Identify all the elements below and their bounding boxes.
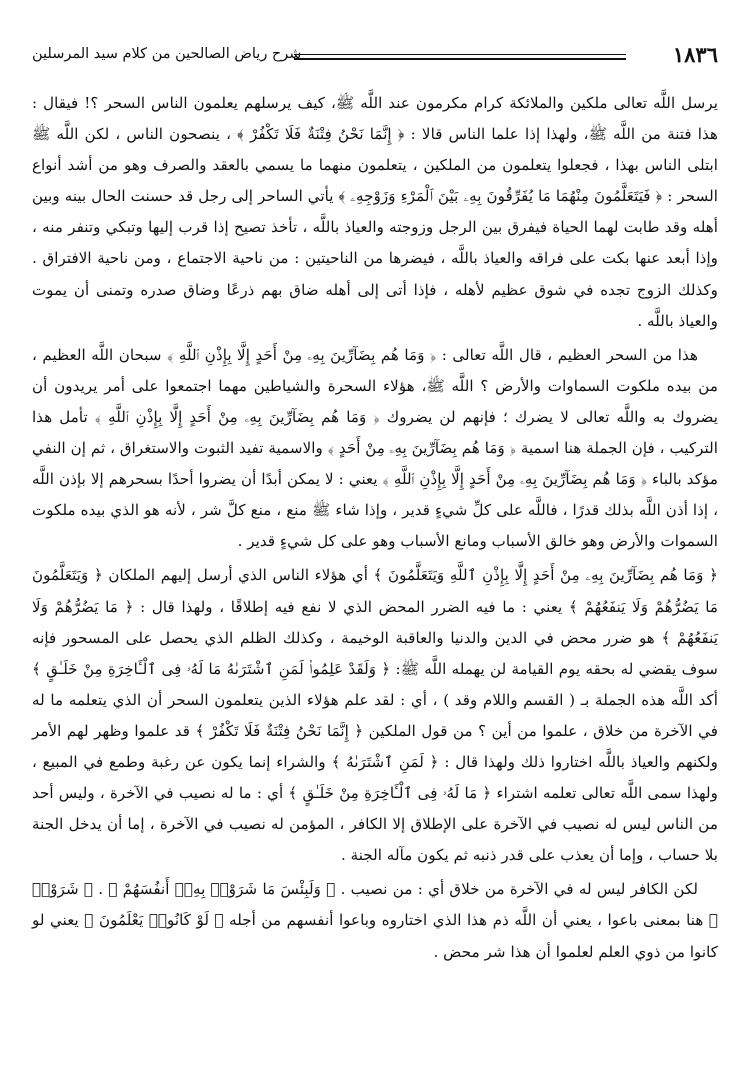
paragraph-1: يرسل اللَّه تعالى ملكين والملائكة كرام مكرمون عند اللَّه ﷺ، كيف يرسلهم يعلمون الناس السحر ؟! فيقال : هذا فتنة من اللَّه ﷺ، ولهذا إذا علما الناس قالا : ﴿ إِنَّمَا نَحْنُ فِتْنَةٌ فَلَا تَكْفُرْ ﴾ ، ينصحون الناس ، لكن اللَّه ﷺ ابتلى الناس بهذا ، فجعلوا يتعلمون من الملكين ، يتعلمون منهما ما يسمي بالعقد والصرف وهو من أشد أنواع السحر : ﴿ فَيَتَعَلَّمُونَ مِنْهُمَا مَا يُفَرِّقُونَ بِهِۦ بَيْنَ ٱلْمَرْءِ وَزَوْجِهِۦ ﴾ يأتي الساحر إلى رجل قد حسنت الحال بينه وبين أهله وقد طابت لهما الحياة فيفرق بين الرجل وزوجته والعياذ باللَّه ، تأخذ تصيح إذا قرب إليها وتبكي وتنفر منه ، وإذا أبعد عنها بكت على فراقه والعياذ باللَّه ، فيضرها من الناحيتين : من ناحية الاجتماع ، ومن ناحية الافتراق . وكذلك الزوج تجده في شوق عظيم لأهله ، فإذا أتى إلى أهله ضاق بهم ذرعًا وضاق صدره وتمنى أن يموت والعياذ باللَّه .: [32, 94, 718, 330]
running-title: شرح رياض الصالحين من كلام سيد المرسلين: [32, 46, 302, 62]
page-header: [32, 40, 718, 74]
paragraph-3: ﴿ وَمَا هُم بِضَآرِّينَ بِهِۦ مِنْ أَحَدٍ إِلَّا بِإِذْنِ ٱللَّهِ وَيَتَعَلَّمُونَ ﴾ أي هؤلاء الناس الذي أرسل إليهم الملكان ﴿ وَيَتَعَلَّمُونَ مَا يَضُرُّهُمْ وَلَا يَنفَعُهُمْ ﴾ يعني : ما فيه الضرر المحض الذي لا نفع فيه إطلاقًا ، ولهذا قال : ﴿ مَا يَضُرُّهُمْ وَلَا يَنفَعُهُمْ ﴾ هو ضرر محض في الدين والدنيا والعاقبة الوخيمة ، وكذلك الظلم الذي يحصل على المسحور فإنه سوف يقضي له بحقه يوم القيامة لن يهمله اللَّه ﷺ: ﴿ وَلَقَدْ عَلِمُوا۟ لَمَنِ ٱشْتَرَىٰهُ مَا لَهُۥ فِى ٱلْـَٔاخِرَةِ مِنْ خَلَـٰقٍ ﴾ أكد اللَّه هذه الجملة بـ ( القسم واللام وقد ) ، أي : لقد علم هؤلاء الذين يتعلمون السحر أن الذي يتعلمه ما له في الآخرة من خلاق ، علموا من أين ؟ من قول الملكين ﴿ إِنَّمَا نَحْنُ فِتْنَةٌ فَلَا تَكْفُرْ ﴾ قد علموا وظهر لهم الأمر ولكنهم والعياذ باللَّه اختاروا ذلك ولهذا قال : ﴿ لَمَنِ ٱشْتَرَىٰهُ ﴾ والشراء إنما يكون عن رغبة وطمع في المبيع ، ولهذا سمى اللَّه تعالى تعلمه اشتراء ﴿ مَا لَهُۥ فِى ٱلْـَٔاخِرَةِ مِنْ خَلَـٰقٍ ﴾ أي : ما له نصيب في الآخرة ، وليس أحد من الناس ليس له نصيب في الآخرة على الإطلاق إلا الكافر ، المؤمن له نصيب في الآخرة ، إما أن يدخل الجنة بلا حساب ، وإما أن يعذب على قدر ذنبه ثم يكون مآله الجنة .: [32, 566, 718, 865]
page-body: [32, 88, 718, 968]
header-rule-thin: [294, 54, 626, 55]
header-rule-thick: [294, 58, 626, 60]
paragraph-2: هذا من السحر العظيم ، قال اللَّه تعالى : ﴿ وَمَا هُم بِضَآرِّينَ بِهِۦ مِنْ أَحَدٍ إِلَّا بِإِذْنِ ٱللَّهِ ﴾ سبحان اللَّه العظيم ، من بيده ملكوت السماوات والأرض ؟ اللَّه ﷺ، هؤلاء السحرة والشياطين مهما اجتمعوا على أمر يريدون أن يضروك به واللَّه تعالى لا يضرك ؛ فإنهم لن يضروك ﴿ وَمَا هُم بِضَآرِّينَ بِهِۦ مِنْ أَحَدٍ إِلَّا بِإِذْنِ ٱللَّهِ ﴾ تأمل هذا التركيب ، فإن الجملة هنا اسمية ﴿ وَمَا هُم بِضَآرِّينَ بِهِۦ مِنْ أَحَدٍ ﴾ والاسمية تفيد الثبوت والاستغراق ، ثم إن النفي مؤكد بالباء ﴿ وَمَا هُم بِضَآرِّينَ بِهِۦ مِنْ أَحَدٍ إِلَّا بِإِذْنِ ٱللَّهِ ﴾ يعني : لا يمكن أبدًا أن يضروا أحدًا بسحرهم إلا بإذن اللَّه ، إذا أذن اللَّه بذلك قدرًا ، فاللَّه على كلِّ شيءٍ قدير ، وإذا شاء ﷺ منع ، منع كلَّ شر ، لأنه هو الذي بيده ملكوت السموات والأرض وهو خالق الأسباب ومانع الأسباب وهو على كل شيءٍ قدير .: [32, 345, 718, 551]
paragraph-4: لكن الكافر ليس له في الآخرة من خلاق أي : من نصيب . ﴿ وَلَبِئْسَ مَا شَرَوْا۟ بِهِۦٓ أَنفُسَهُمْ ﴾ . ﴿ شَرَوْا۟ ﴾ هنا بمعنى باعوا ، يعني أن اللَّه ذم هذا الذي اختاروه وباعوا أنفسهم من أجله ﴿ لَوْ كَانُوا۟ يَعْلَمُونَ ﴾ يعني لو كانوا من ذوي العلم لعلموا أن هذا شر محض .: [32, 880, 718, 961]
page-number: ١٨٣٦: [672, 42, 718, 67]
